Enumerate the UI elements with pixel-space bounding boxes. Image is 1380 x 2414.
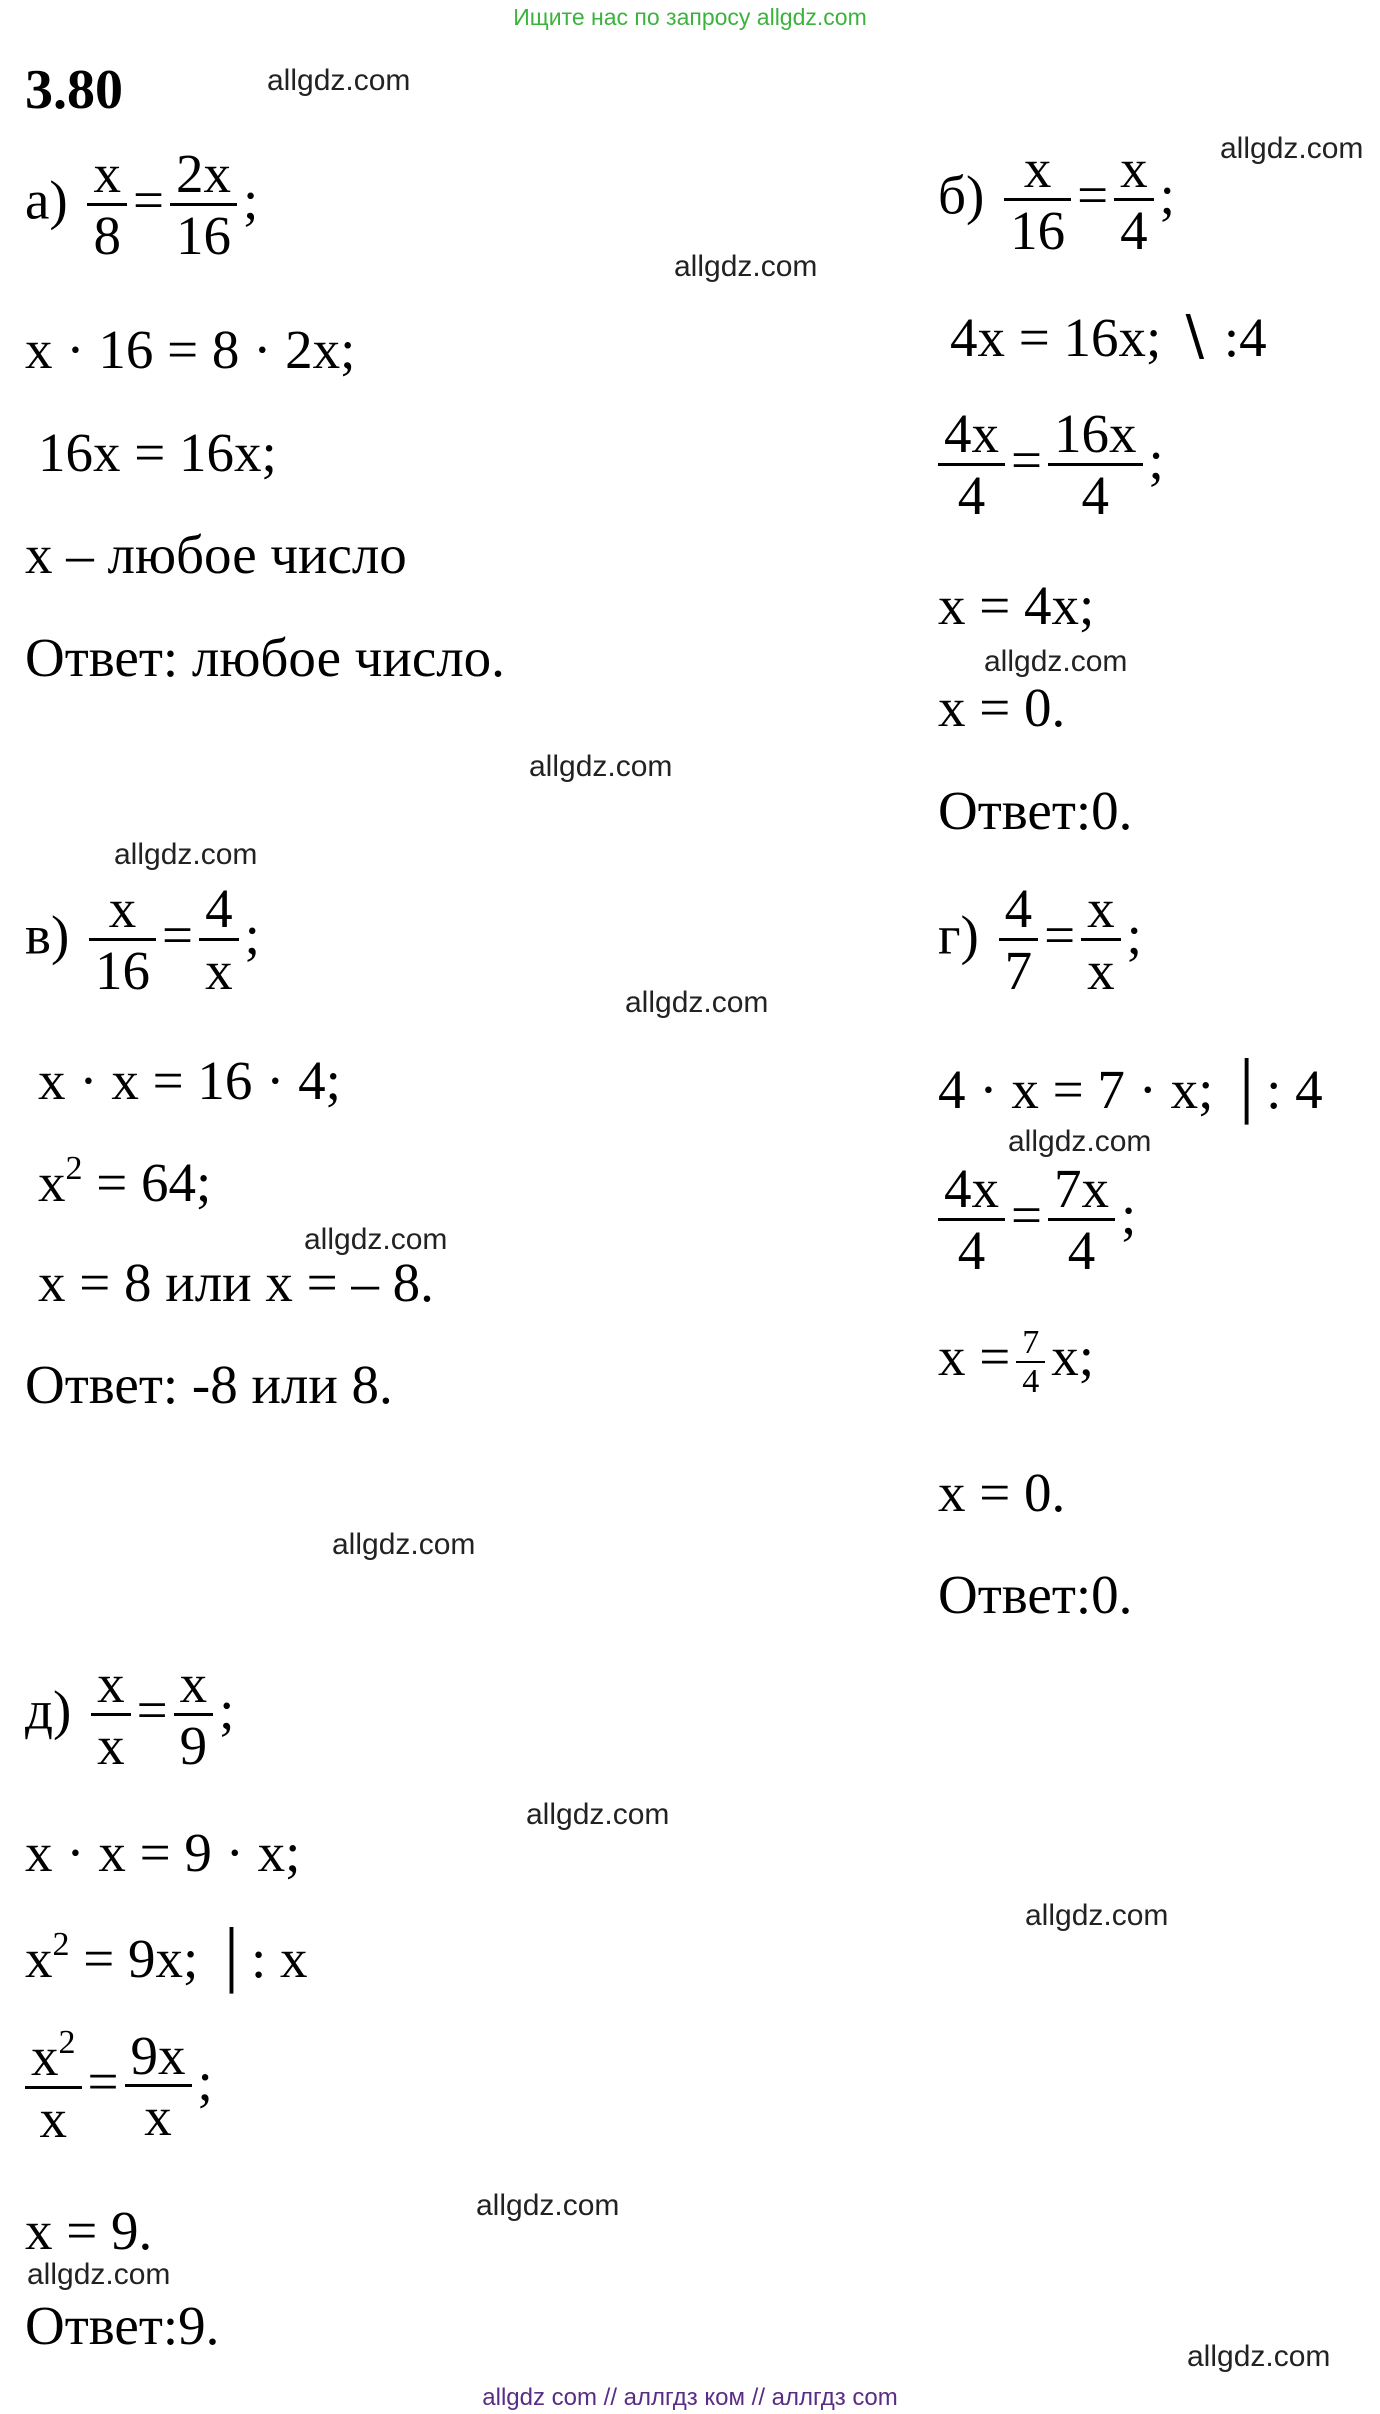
fraction: $\frac{4}{7}$ <box>999 880 1039 1001</box>
part-d-line-2: $x^2 = 9x$; │: x <box>25 1926 308 1989</box>
fraction: $\frac{x^2}{x}$ <box>25 2025 82 2149</box>
part-g-line-2: x = $\frac{7}{4}$ x; <box>938 1324 1095 1400</box>
fraction: $\frac{2x}{16}$ <box>170 145 237 266</box>
part-a-line-1: x · 16 = 8 · 2x; <box>25 319 356 380</box>
watermark: allgdz.com <box>526 1798 670 1831</box>
part-d-label: д) <box>25 1679 72 1741</box>
part-v-equation: в) $\frac{x}{16}$ = $\frac{4}{x}$ ; <box>25 878 260 1001</box>
part-a-label: а) <box>25 169 68 231</box>
watermark: allgdz.com <box>984 645 1128 678</box>
part-v-line-1: x · x = 16 · 4; <box>38 1050 341 1111</box>
watermark: allgdz.com <box>114 838 258 871</box>
watermark: allgdz.com <box>27 2258 171 2291</box>
fraction: $\frac{4}{x}$ <box>199 880 239 1001</box>
fraction: $\frac{x}{16}$ <box>1004 140 1071 261</box>
part-b-line-1: 4x = 16x; ∖ :4 <box>950 307 1267 368</box>
part-v-line-3: x = 8 или x = – 8. <box>38 1252 434 1313</box>
watermark: allgdz.com <box>674 250 818 283</box>
watermark: allgdz.com <box>1008 1125 1152 1158</box>
part-d-line-3: x = 9. <box>25 2200 153 2261</box>
fraction: $\frac{x}{x}$ <box>91 1655 131 1776</box>
fraction: $\frac{x}{9}$ <box>174 1655 214 1776</box>
watermark: allgdz.com <box>304 1223 448 1256</box>
fraction: $\frac{7}{4}$ <box>1016 1325 1045 1400</box>
watermark: allgdz.com <box>1025 1899 1169 1932</box>
footer-links[interactable]: allgdz com // аллгдз ком // аллгдз com <box>482 2384 898 2411</box>
watermark: allgdz.com <box>1220 132 1364 165</box>
watermark: allgdz.com <box>529 750 673 783</box>
watermark: allgdz.com <box>625 986 769 1019</box>
fraction: $\frac{7x}{4}$ <box>1048 1160 1115 1281</box>
part-d-fraction-line: $\frac{x^2}{x}$ = $\frac{9x}{x}$ ; <box>25 2025 213 2149</box>
fraction: $\frac{4x}{4}$ <box>938 1160 1005 1281</box>
part-g-line-1: 4 · x = 7 · x; │: 4 <box>938 1059 1323 1120</box>
watermark: allgdz.com <box>1187 2340 1331 2373</box>
part-b-fraction-line: $\frac{4x}{4}$ = $\frac{16x}{4}$ ; <box>938 405 1164 526</box>
fraction: $\frac{9x}{x}$ <box>125 2027 192 2148</box>
part-d-line-1: x · x = 9 · x; <box>25 1822 301 1883</box>
part-v-label: в) <box>25 904 70 966</box>
fraction: $\frac{x}{8}$ <box>87 145 127 266</box>
search-banner[interactable]: Ищите нас по запросу allgdz.com <box>513 4 867 30</box>
fraction: $\frac{x}{16}$ <box>89 880 156 1001</box>
part-g-line-3: x = 0. <box>938 1462 1066 1523</box>
part-a-answer: Ответ: любое число. <box>25 627 505 688</box>
part-a-line-2: 16x = 16x; <box>38 422 277 483</box>
part-d-answer: Ответ:9. <box>25 2295 220 2356</box>
part-a-equation: а) $\frac{x}{8}$ = $\frac{2x}{16}$ ; <box>25 143 259 266</box>
part-g-equation: г) $\frac{4}{7}$ = $\frac{x}{x}$ ; <box>938 878 1142 1001</box>
fraction: $\frac{16x}{4}$ <box>1048 405 1143 526</box>
part-v-line-2: $x^2 = 64$; <box>38 1150 212 1213</box>
part-d-equation: д) $\frac{x}{x}$ = $\frac{x}{9}$ ; <box>25 1653 235 1776</box>
part-v-answer: Ответ: -8 или 8. <box>25 1354 393 1415</box>
exercise-number: 3.80 <box>25 59 123 121</box>
part-b-equation: б) $\frac{x}{16}$ = $\frac{x}{4}$ ; <box>938 138 1175 261</box>
part-b-line-3: x = 0. <box>938 677 1066 738</box>
part-b-line-2: x = 4x; <box>938 575 1095 636</box>
fraction: $\frac{4x}{4}$ <box>938 405 1005 526</box>
part-a-line-3: x – любое число <box>25 524 407 585</box>
fraction: $\frac{x}{4}$ <box>1114 140 1154 261</box>
part-g-fraction-line: $\frac{4x}{4}$ = $\frac{7x}{4}$ ; <box>938 1160 1136 1281</box>
part-b-label: б) <box>938 164 985 226</box>
watermark: allgdz.com <box>476 2189 620 2222</box>
fraction: $\frac{x}{x}$ <box>1081 880 1121 1001</box>
part-g-answer: Ответ:0. <box>938 1564 1133 1625</box>
part-b-answer: Ответ:0. <box>938 780 1133 841</box>
part-g-label: г) <box>938 904 979 966</box>
watermark: allgdz.com <box>267 64 411 97</box>
watermark: allgdz.com <box>332 1528 476 1561</box>
